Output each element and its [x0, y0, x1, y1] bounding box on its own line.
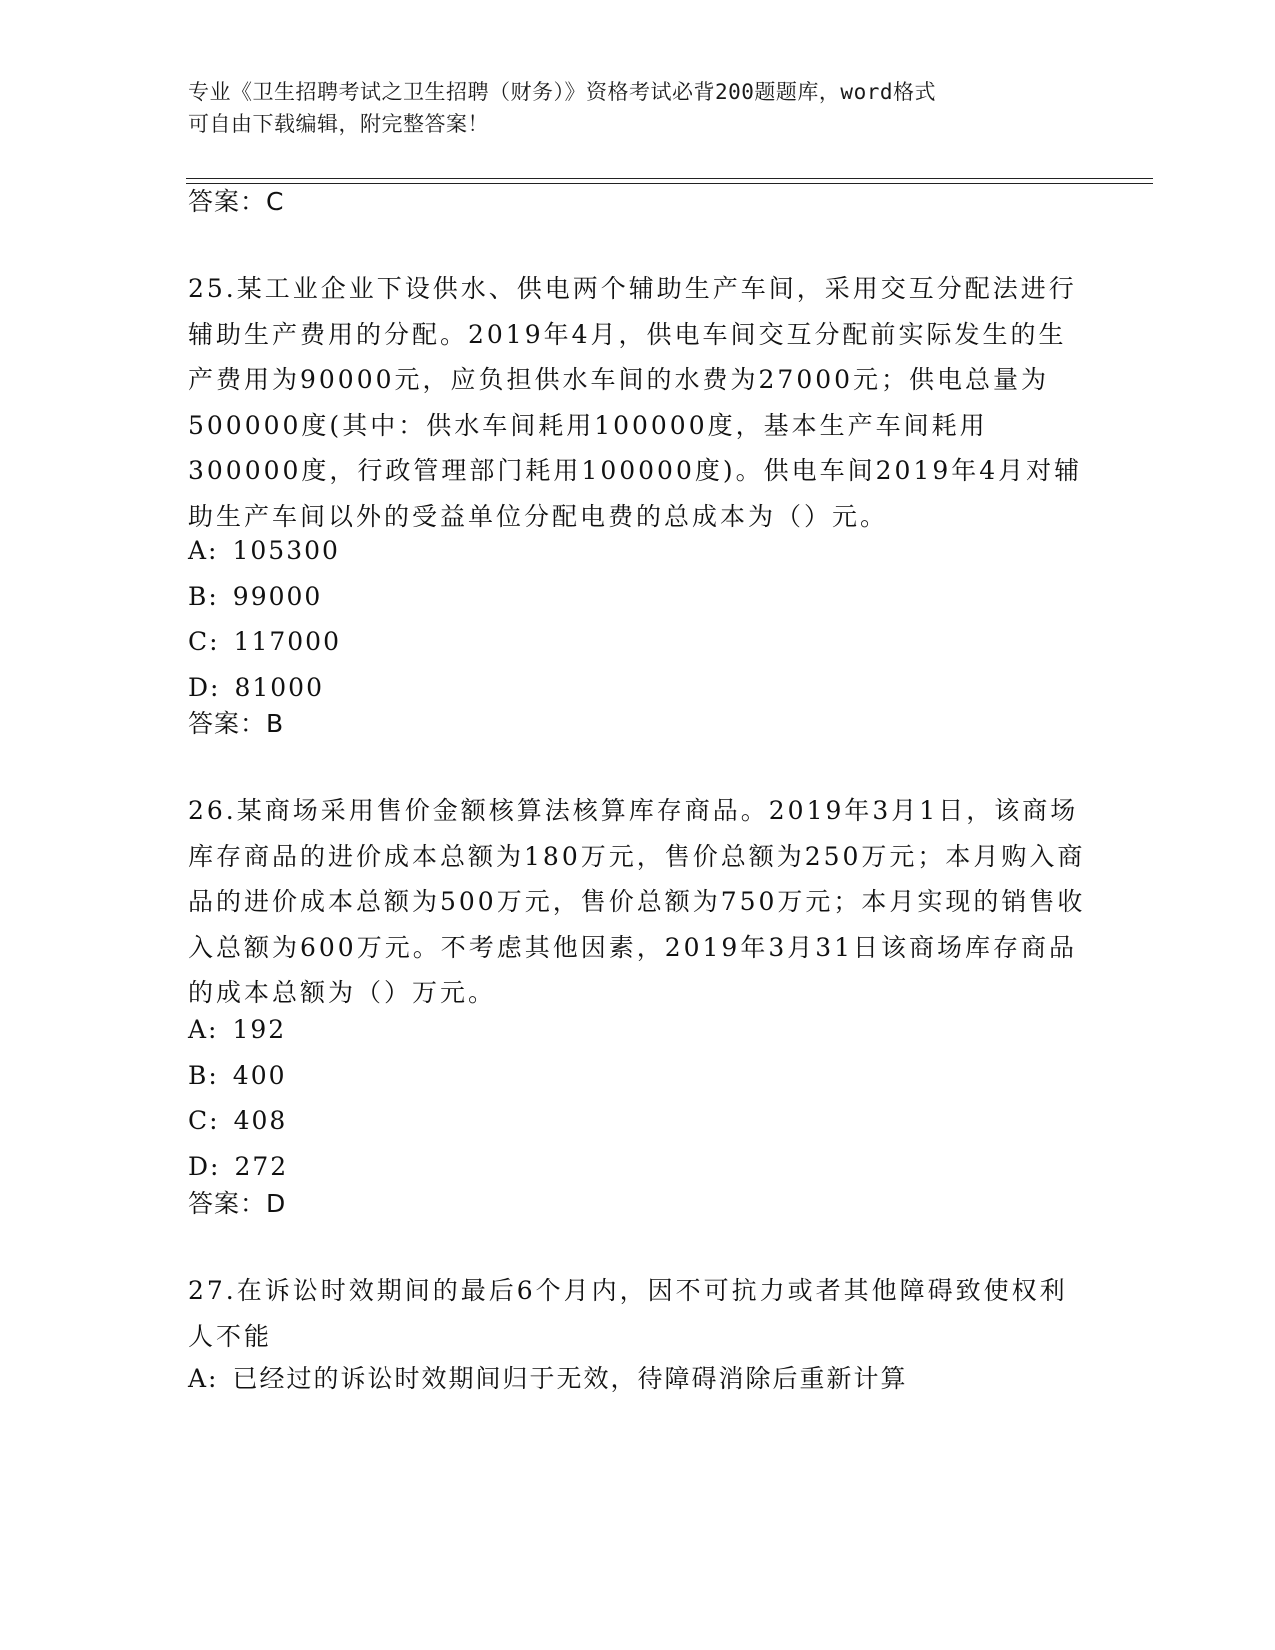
option-key: B: [188, 581, 219, 611]
question-25-options [188, 528, 341, 710]
question-26-options [188, 1007, 288, 1189]
option-value: 99000 [232, 581, 323, 611]
option-d [188, 665, 341, 711]
option-a [188, 1356, 908, 1402]
answer-value: C [266, 187, 285, 216]
question-27-text: 27.在诉讼时效期间的最后6个月内，因不可抗力或者其他障碍致使权利人不能 [188, 1276, 1068, 1351]
option-value: 272 [234, 1151, 289, 1181]
page-header [188, 76, 1068, 140]
option-c [188, 1098, 288, 1144]
option-key: A: [188, 1364, 219, 1393]
answer-value: B [266, 709, 285, 738]
header-divider-bottom [186, 183, 1153, 184]
question-26-text: 26.某商场采用售价金额核算法核算库存商品。2019年3月1日，该商场库存商品的进价成本总额为180万元，售价总额为250万元；本月购入商品的进价成本总额为500万元，售价总额为750万元；本月实现的销售收入总额为600万元。不考虑其他因素，2019年3月31日该商场库存商品的成本总额为（）万元。 [188, 796, 1086, 1007]
option-a [188, 528, 341, 574]
option-b [188, 1053, 288, 1099]
option-d [188, 1144, 288, 1190]
option-value: 408 [233, 1106, 288, 1135]
answer-label: 答案： [188, 1189, 267, 1218]
option-value: 192 [232, 1015, 287, 1044]
option-value: 81000 [234, 672, 324, 702]
answer-value: D [266, 1189, 287, 1218]
answer-label: 答案： [188, 187, 267, 216]
option-key: C: [188, 1106, 220, 1135]
option-key: B: [188, 1060, 219, 1090]
option-value: 105300 [232, 536, 340, 565]
option-a [188, 1007, 288, 1053]
question-26-answer [188, 1188, 286, 1220]
option-value: 400 [232, 1060, 287, 1090]
option-key: A: [188, 1015, 219, 1044]
header-line-1: 专业《卫生招聘考试之卫生招聘（财务）》资格考试必背200题题库，word格式 [188, 80, 936, 104]
option-key: A: [188, 536, 219, 565]
option-key: C: [188, 627, 220, 656]
header-line-2: 可自由下载编辑，附完整答案！ [188, 112, 489, 136]
prev-answer [188, 186, 284, 218]
option-key: D: [188, 672, 221, 702]
option-key: D: [188, 1151, 221, 1181]
answer-label: 答案： [188, 709, 267, 738]
option-b [188, 574, 341, 620]
question-27-options [188, 1356, 908, 1402]
question-25-text: 25.某工业企业下设供水、供电两个辅助生产车间，采用交互分配法进行辅助生产费用的分配。2019年4月，供电车间交互分配前实际发生的生产费用为90000元，应负担供水车间的水费为27000元；供电总量为500000度(其中：供水车间耗用100000度，基本生产车间耗用300000度，行政管理部门耗用100000度)。供电车间2019年4月对辅助生产车间以外的受益单位分配电费的总成本为（）元。 [188, 274, 1083, 531]
header-divider-top [186, 178, 1153, 179]
option-c [188, 619, 341, 665]
option-value: 已经过的诉讼时效期间归于无效，待障碍消除后重新计算 [232, 1364, 908, 1393]
question-25-answer [188, 708, 284, 740]
option-value: 117000 [233, 627, 341, 656]
